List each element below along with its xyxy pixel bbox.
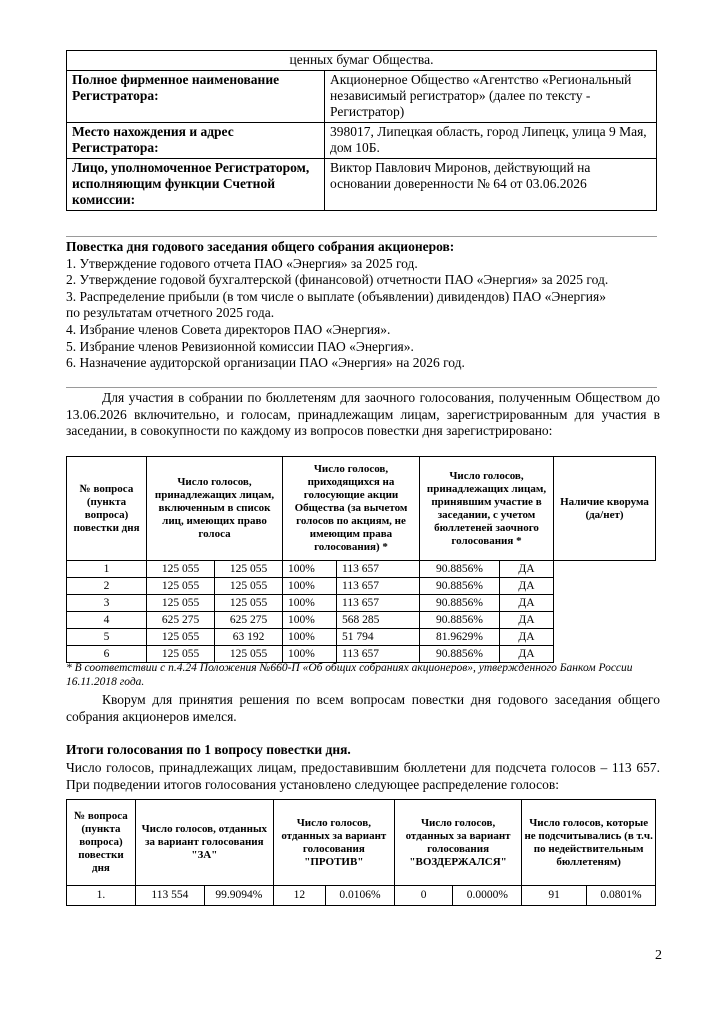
page-number: 2 — [655, 948, 662, 963]
registrar-address-label: Место нахождения и адрес Регистратора: — [67, 123, 325, 159]
divider — [66, 387, 657, 388]
col-header: Число голосов, принадлежащих лицам, принявшим участие в заседании, с учетом бюллетеней заочного голосования * — [420, 457, 554, 561]
footnote: * В соответствии с п.4.24 Положения №660-П «Об общих собраниях акционеров», утвержденного Банком России 16.11.2018 года. — [66, 662, 633, 688]
col-header: Число голосов, отданных за вариант голосования "ПРОТИВ" — [273, 800, 394, 886]
table-row — [67, 578, 656, 595]
table-cell: ДА — [500, 595, 554, 612]
agenda-item: по результатам отчетного 2025 года. — [66, 305, 275, 321]
table-cell: 0.0000% — [453, 886, 522, 906]
divider — [66, 236, 657, 237]
registrar-table — [66, 50, 657, 211]
table-cell: 5 — [67, 629, 147, 646]
table-cell: 113 657 — [337, 646, 420, 663]
table-cell: 4 — [67, 612, 147, 629]
table-cell: 113 657 — [337, 578, 420, 595]
table-cell: 125 055 — [215, 578, 283, 595]
col-header: Число голосов, которые не подсчитывались (в т.ч. по недействительным бюллетеням) — [522, 800, 656, 886]
votes-table — [66, 799, 656, 906]
registrar-row — [67, 159, 657, 211]
agenda-item: 4. Избрание членов Совета директоров ПАО «Энергия». — [66, 321, 391, 337]
table-cell: 81.9629% — [420, 629, 500, 646]
table-cell: 100% — [283, 629, 337, 646]
col-header: Число голосов, отданных за вариант голосования "ВОЗДЕРЖАЛСЯ" — [394, 800, 521, 886]
registrar-person-label: Лицо, уполномоченное Регистратором, исполняющим функции Счетной комиссии: — [67, 159, 325, 211]
table-cell: ДА — [500, 561, 554, 578]
col-header: № вопроса (пункта вопроса) повестки дня — [67, 457, 147, 561]
table-cell: 125 055 — [215, 646, 283, 663]
registrar-row — [67, 71, 657, 123]
table-cell: ДА — [500, 646, 554, 663]
participation-paragraph: Для участия в собрании по бюллетеням для заочного голосования, полученным Обществом до 13.06.2026 включительно, и голосам, принадлежащим лицам, зарегистрированным для участия в заседании, в совокупности по каждому из вопросов повестки дня зарегистрировано: — [66, 390, 660, 438]
table-cell: 100% — [283, 578, 337, 595]
table-cell: 113 554 — [135, 886, 204, 906]
registrar-name-value: Акционерное Общество «Агентство «Региональный независимый регистратор» (далее по тексту - Регистратор) — [325, 71, 657, 123]
table-cell: 3 — [67, 595, 147, 612]
agenda-item: 6. Назначение аудиторской организации ПАО «Энергия» на 2026 год. — [66, 355, 465, 371]
table-cell: 0 — [394, 886, 452, 906]
table-cell: 90.8856% — [420, 646, 500, 663]
table-cell: 100% — [283, 595, 337, 612]
table-cell: 0.0801% — [587, 886, 656, 906]
table-cell: 90.8856% — [420, 578, 500, 595]
table-cell: 91 — [522, 886, 587, 906]
table-row — [67, 595, 656, 612]
table-cell: 90.8856% — [420, 595, 500, 612]
agenda-item: 2. Утверждение годовой бухгалтерской (финансовой) отчетности ПАО «Энергия» за 2025 год. — [66, 272, 609, 288]
table-cell: 125 055 — [147, 629, 215, 646]
results-paragraph: Число голосов, принадлежащих лицам, предоставившим бюллетени для подсчета голосов – 113 657. При подведении итогов голосования установлено следующее распределение голосов: — [66, 760, 660, 792]
table-cell: 51 794 — [337, 629, 420, 646]
quorum-table — [66, 456, 656, 663]
agenda-section — [66, 239, 666, 372]
agenda-item: 1. Утверждение годового отчета ПАО «Энергия» за 2025 год. — [66, 255, 418, 271]
table-row — [67, 646, 656, 663]
table-cell: 99.9094% — [204, 886, 273, 906]
agenda-item: 5. Избрание членов Ревизионной комиссии ПАО «Энергия». — [66, 338, 414, 354]
table-row — [67, 629, 656, 646]
table-cell: 625 275 — [147, 612, 215, 629]
table-row — [67, 886, 656, 906]
table-row — [67, 612, 656, 629]
col-header: Наличие кворума (да/нет) — [554, 457, 656, 561]
table-cell: 568 285 — [337, 612, 420, 629]
table-cell: 12 — [273, 886, 325, 906]
registrar-name-label: Полное фирменное наименование Регистратора: — [67, 71, 325, 123]
table-cell: 100% — [283, 561, 337, 578]
col-header: Число голосов, принадлежащих лицам, включенным в список лиц, имеющих право голоса — [147, 457, 283, 561]
table-cell: 125 055 — [215, 595, 283, 612]
table-cell: ДА — [500, 612, 554, 629]
table-cell: 63 192 — [215, 629, 283, 646]
table-cell: 2 — [67, 578, 147, 595]
table-cell: 113 657 — [337, 561, 420, 578]
table-cell: 125 055 — [147, 561, 215, 578]
table-cell: 0.0106% — [325, 886, 394, 906]
table-row — [67, 561, 656, 578]
table-cell: 100% — [283, 646, 337, 663]
table-cell: 90.8856% — [420, 561, 500, 578]
registrar-row — [67, 123, 657, 159]
table-cell: 6 — [67, 646, 147, 663]
table-cell: 113 657 — [337, 595, 420, 612]
table-cell: 90.8856% — [420, 612, 500, 629]
table-cell: 1. — [67, 886, 136, 906]
table-cell: 625 275 — [215, 612, 283, 629]
table-cell: ДА — [500, 578, 554, 595]
table-cell: 125 055 — [147, 578, 215, 595]
table-cell: 125 055 — [147, 646, 215, 663]
table-cell: 100% — [283, 612, 337, 629]
registrar-person-value: Виктор Павлович Миронов, действующий на основании доверенности № 64 от 03.06.2026 — [325, 159, 657, 211]
table-cell: 1 — [67, 561, 147, 578]
col-header: Число голосов, отданных за вариант голосования "ЗА" — [135, 800, 273, 886]
table-cell: ДА — [500, 629, 554, 646]
table-cell: 125 055 — [147, 595, 215, 612]
col-header: № вопроса (пункта вопроса) повестки дня — [67, 800, 136, 886]
table-cell: 125 055 — [215, 561, 283, 578]
agenda-title: Повестка дня годового заседания общего собрания акционеров: — [66, 239, 455, 254]
quorum-paragraph: Кворум для принятия решения по всем вопросам повестки дня годового заседания общего собрания акционеров имелся. — [66, 692, 660, 724]
col-header: Число голосов, приходящихся на голосующие акции Общества (за вычетом голосов по акциям, не имеющим права голосования) * — [283, 457, 420, 561]
results-title: Итоги голосования по 1 вопросу повестки дня. — [66, 742, 351, 757]
registrar-continued-text: ценных бумаг Общества. — [67, 51, 657, 71]
agenda-item: 3. Распределение прибыли (в том числе о выплате (объявлении) дивидендов) ПАО «Энергия» — [66, 288, 606, 304]
registrar-address-value: 398017, Липецкая область, город Липецк, улица 9 Мая, дом 10Б. — [325, 123, 657, 159]
